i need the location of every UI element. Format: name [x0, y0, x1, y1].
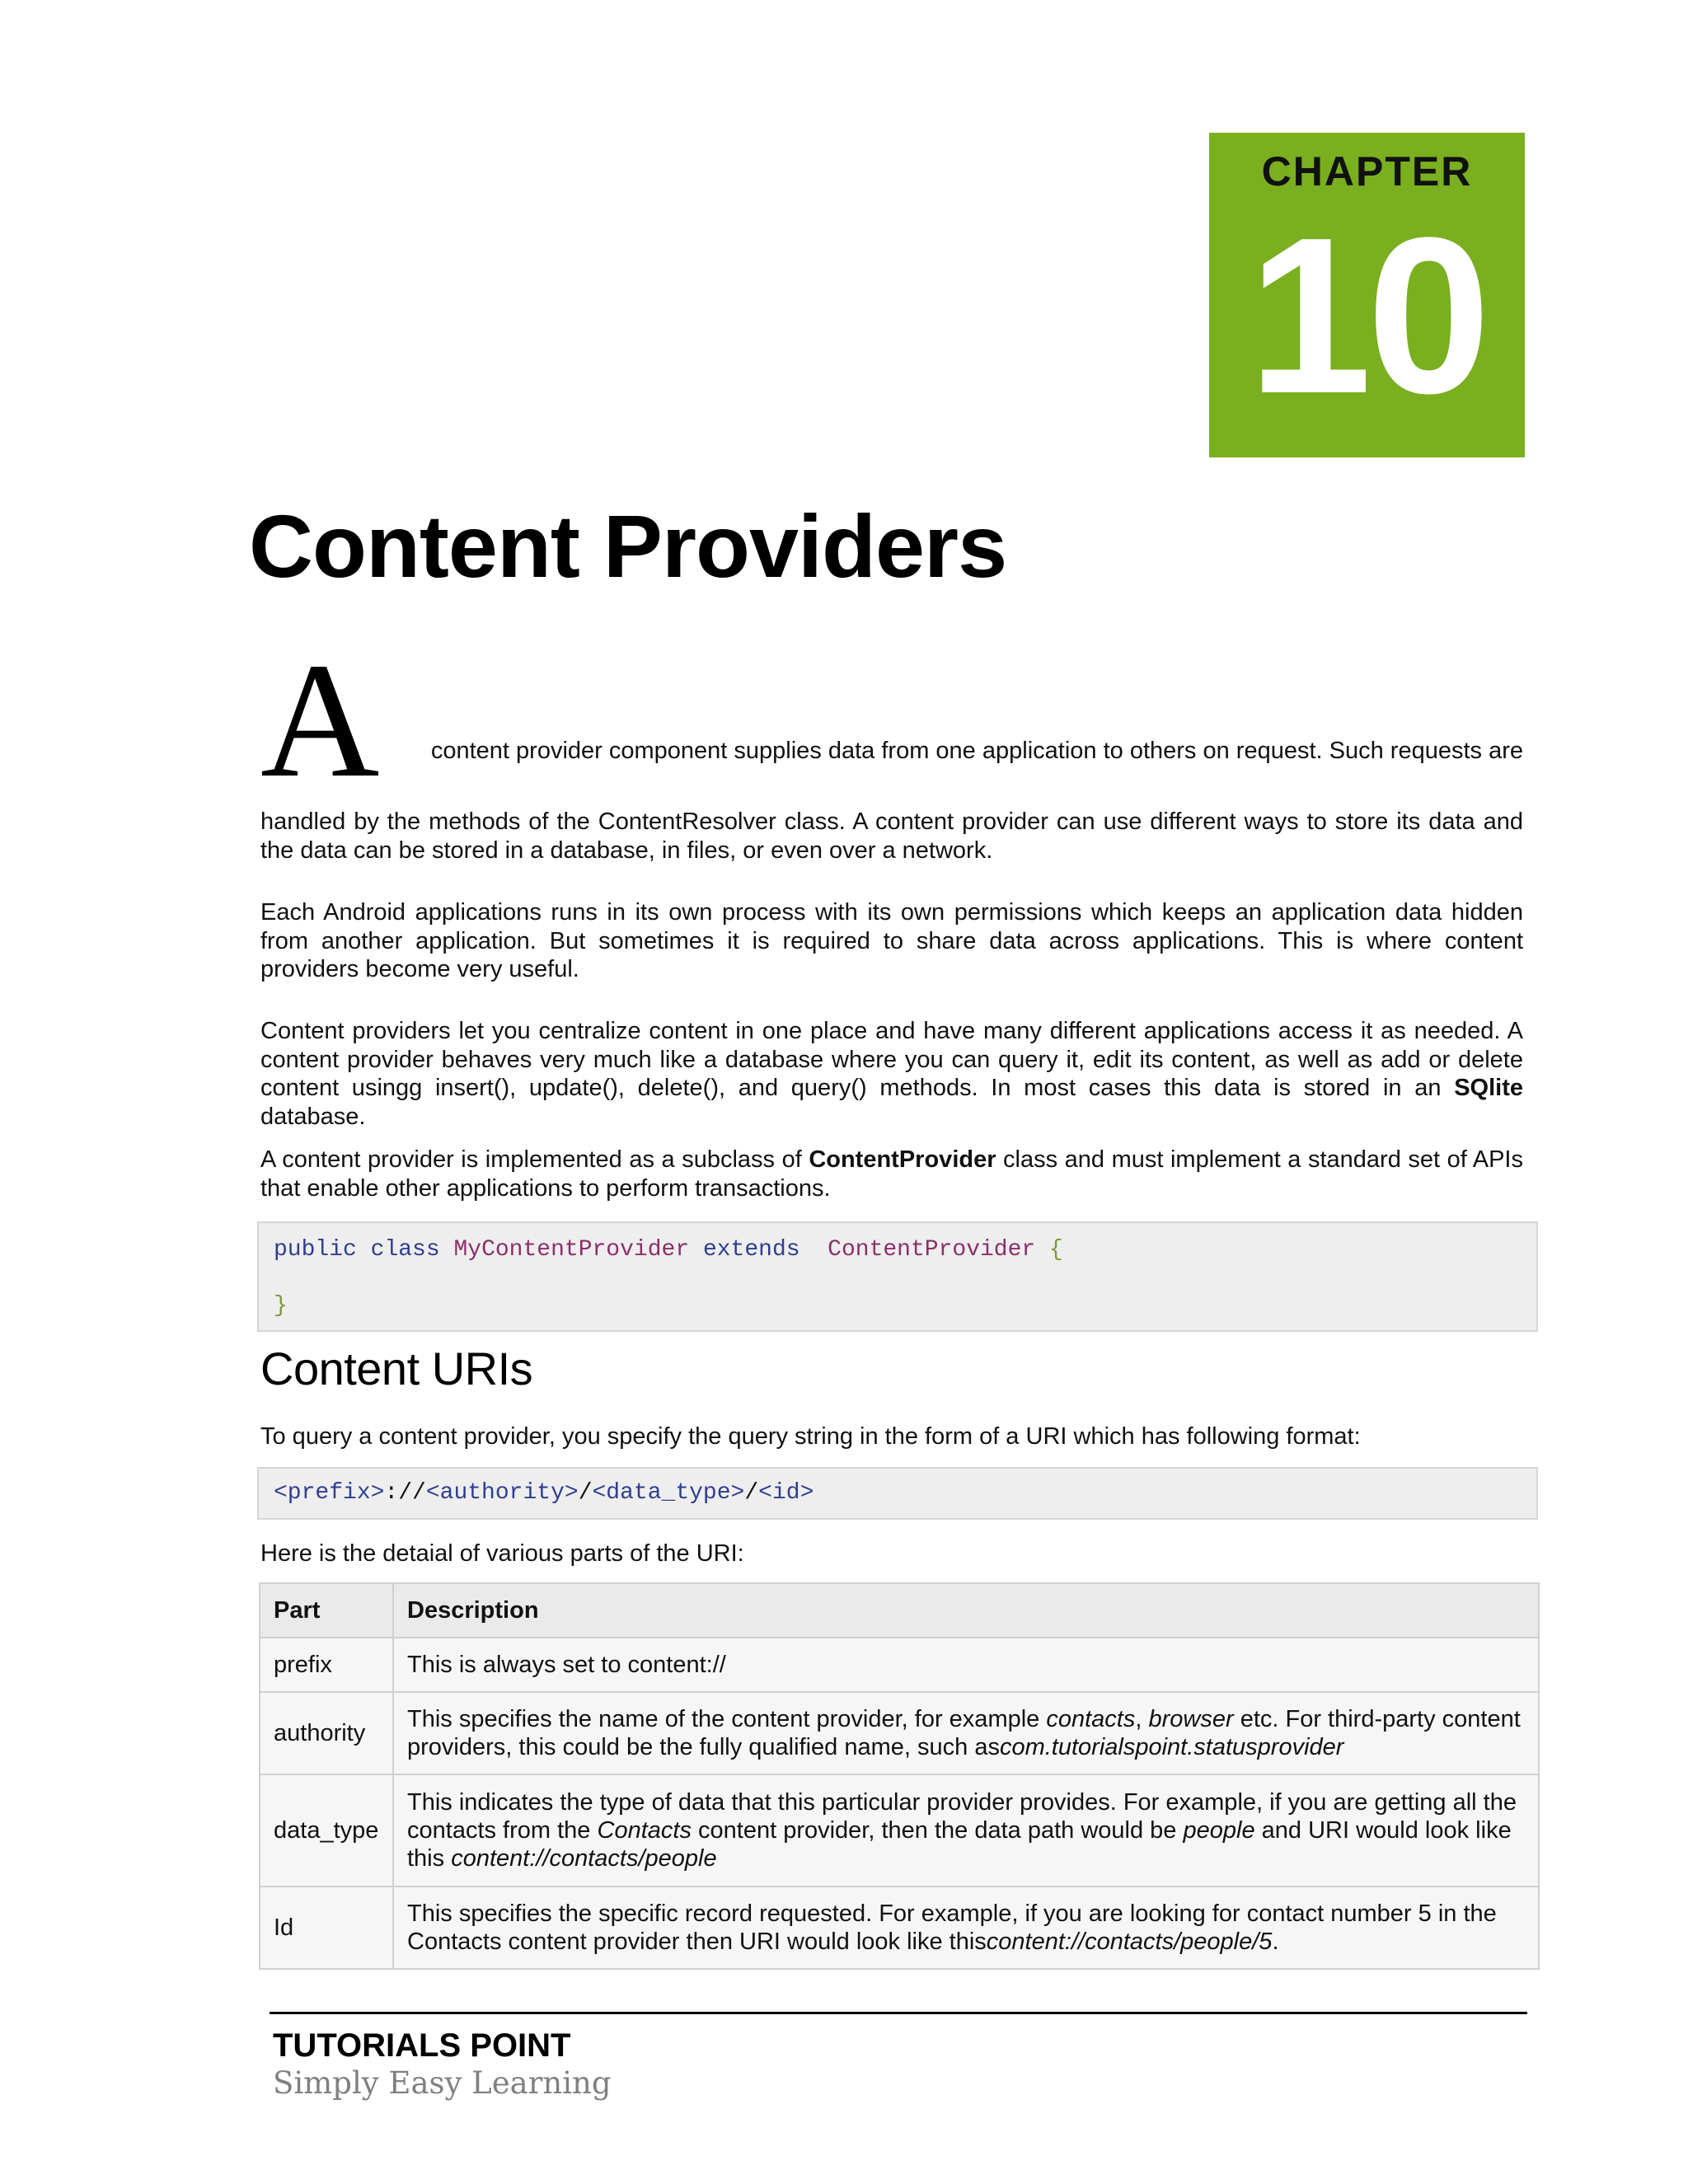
uri-separator: ://: [384, 1480, 426, 1506]
cell-italic: content://contacts/people: [451, 1845, 717, 1872]
footer-tagline: Simply Easy Learning: [273, 2065, 612, 2101]
table-cell-part: data_type: [260, 1774, 393, 1886]
code-class-name: MyContentProvider: [453, 1237, 690, 1263]
sqlite-term: SQlite: [1454, 1075, 1523, 1101]
chapter-label: CHAPTER: [1261, 148, 1473, 194]
query-text: To query a content provider, you specify the query string in the form of a URI which has following format:: [260, 1423, 1361, 1450]
chapter-number: 10: [1248, 192, 1486, 440]
cell-italic: content://contacts/people/5: [986, 1929, 1273, 1955]
intro-paragraph: handled by the methods of the ContentResolver class. A content provider can use different ways to store its data and the data can be stored in a database, in files, or even over a network.: [260, 808, 1523, 864]
paragraph-text: Content providers let you centralize content in one place and have many different applications access it as needed. A content provider behaves very much like a database where you can query it, edit its content, as well as add or delete content usingg insert(), update(), delete(), and query() methods. In most cases this data is stored in an: [260, 1018, 1523, 1101]
contentprovider-term: ContentProvider: [809, 1146, 996, 1173]
cell-text: This specifies the name of the content provider, for example: [407, 1706, 1047, 1732]
table-row: [260, 1692, 1539, 1774]
code-keyword: public: [274, 1237, 357, 1263]
intro-first-line: content provider component supplies data from one application to others on request. Such requests are: [430, 738, 1523, 764]
table-cell-part: authority: [260, 1692, 393, 1774]
cell-italic: com.tutorialspoint.statusprovider: [999, 1734, 1344, 1760]
code-keyword: extends: [702, 1237, 800, 1263]
cell-text: This is always set to content://: [407, 1652, 726, 1678]
cell-text: content provider, then the data path would be: [691, 1817, 1184, 1844]
code-brace: }: [274, 1293, 288, 1319]
cell-text: This specifies the specific record requested. For example, if you are looking for contact number 5 in the Contacts content provider then URI would look like this: [407, 1900, 1497, 1955]
cell-italic: Contacts: [597, 1817, 692, 1844]
cell-text: This indicates the type of data that this particular provider provides. For example, if you are getting all the contacts from the: [407, 1789, 1517, 1844]
code-block-class: [257, 1221, 1538, 1332]
table-cell-description: [393, 1774, 1539, 1886]
footer-rule: [270, 2012, 1527, 2014]
cell-text: and URI would look like this: [407, 1817, 1512, 1872]
detail-text: Here is the detaial of various parts of the URI:: [260, 1540, 744, 1567]
paragraph-text: database.: [260, 1103, 366, 1130]
code-brace: {: [1049, 1237, 1063, 1263]
uri-data-type: <data_type>: [592, 1480, 745, 1506]
table-row: [260, 1774, 1539, 1886]
page-title: Content Providers: [249, 496, 1007, 596]
table-row: [260, 1886, 1539, 1969]
code-parent-class: ContentProvider: [828, 1237, 1036, 1263]
table-row: [260, 1638, 1539, 1692]
uri-authority: <authority>: [425, 1480, 579, 1506]
code-line-2: [274, 1292, 1536, 1320]
table-cell-description: [393, 1638, 1539, 1692]
cell-text: etc. For third-party content providers, this could be the fully qualified name, such as: [407, 1706, 1521, 1760]
cell-italic: people: [1183, 1817, 1255, 1844]
code-block-uri: [257, 1467, 1538, 1520]
paragraph-subclass: [260, 1146, 1523, 1202]
table-header-description: Description: [393, 1583, 1539, 1638]
table-header-part: Part: [260, 1583, 393, 1638]
uri-parts-table: [259, 1582, 1540, 1970]
cell-italic: contacts: [1046, 1706, 1136, 1732]
table-cell-part: Id: [260, 1886, 393, 1969]
cell-text: .: [1272, 1929, 1279, 1955]
drop-cap: A: [260, 630, 380, 812]
table-cell-description: [393, 1886, 1539, 1969]
chapter-badge: [1209, 133, 1525, 457]
paragraph-processes: Each Android applications runs in its own process with its own permissions which keeps an application data hidden from another application. But sometimes it is required to share data across applications. This is where content providers become very useful.: [260, 899, 1523, 982]
footer-brand: TUTORIALS POINT: [273, 2027, 571, 2064]
paragraph-text: A content provider is implemented as a subclass of: [260, 1146, 809, 1173]
uri-separator: /: [744, 1480, 759, 1506]
uri-id: <id>: [758, 1480, 814, 1506]
uri-separator: /: [578, 1480, 593, 1506]
code-keyword: class: [370, 1237, 440, 1263]
paragraph-centralize: [260, 1017, 1523, 1131]
section-heading: Content URIs: [260, 1343, 533, 1394]
table-cell-part: prefix: [260, 1638, 393, 1692]
cell-text: ,: [1135, 1706, 1149, 1732]
paragraph-text: class and must implement a standard set of APIs that enable other applications to perform transactions.: [260, 1146, 1523, 1202]
uri-prefix: <prefix>: [274, 1480, 385, 1506]
table-cell-description: [393, 1692, 1539, 1774]
code-line-1: [274, 1236, 1536, 1264]
table-header-row: [260, 1583, 1539, 1638]
cell-italic: browser: [1148, 1706, 1234, 1732]
